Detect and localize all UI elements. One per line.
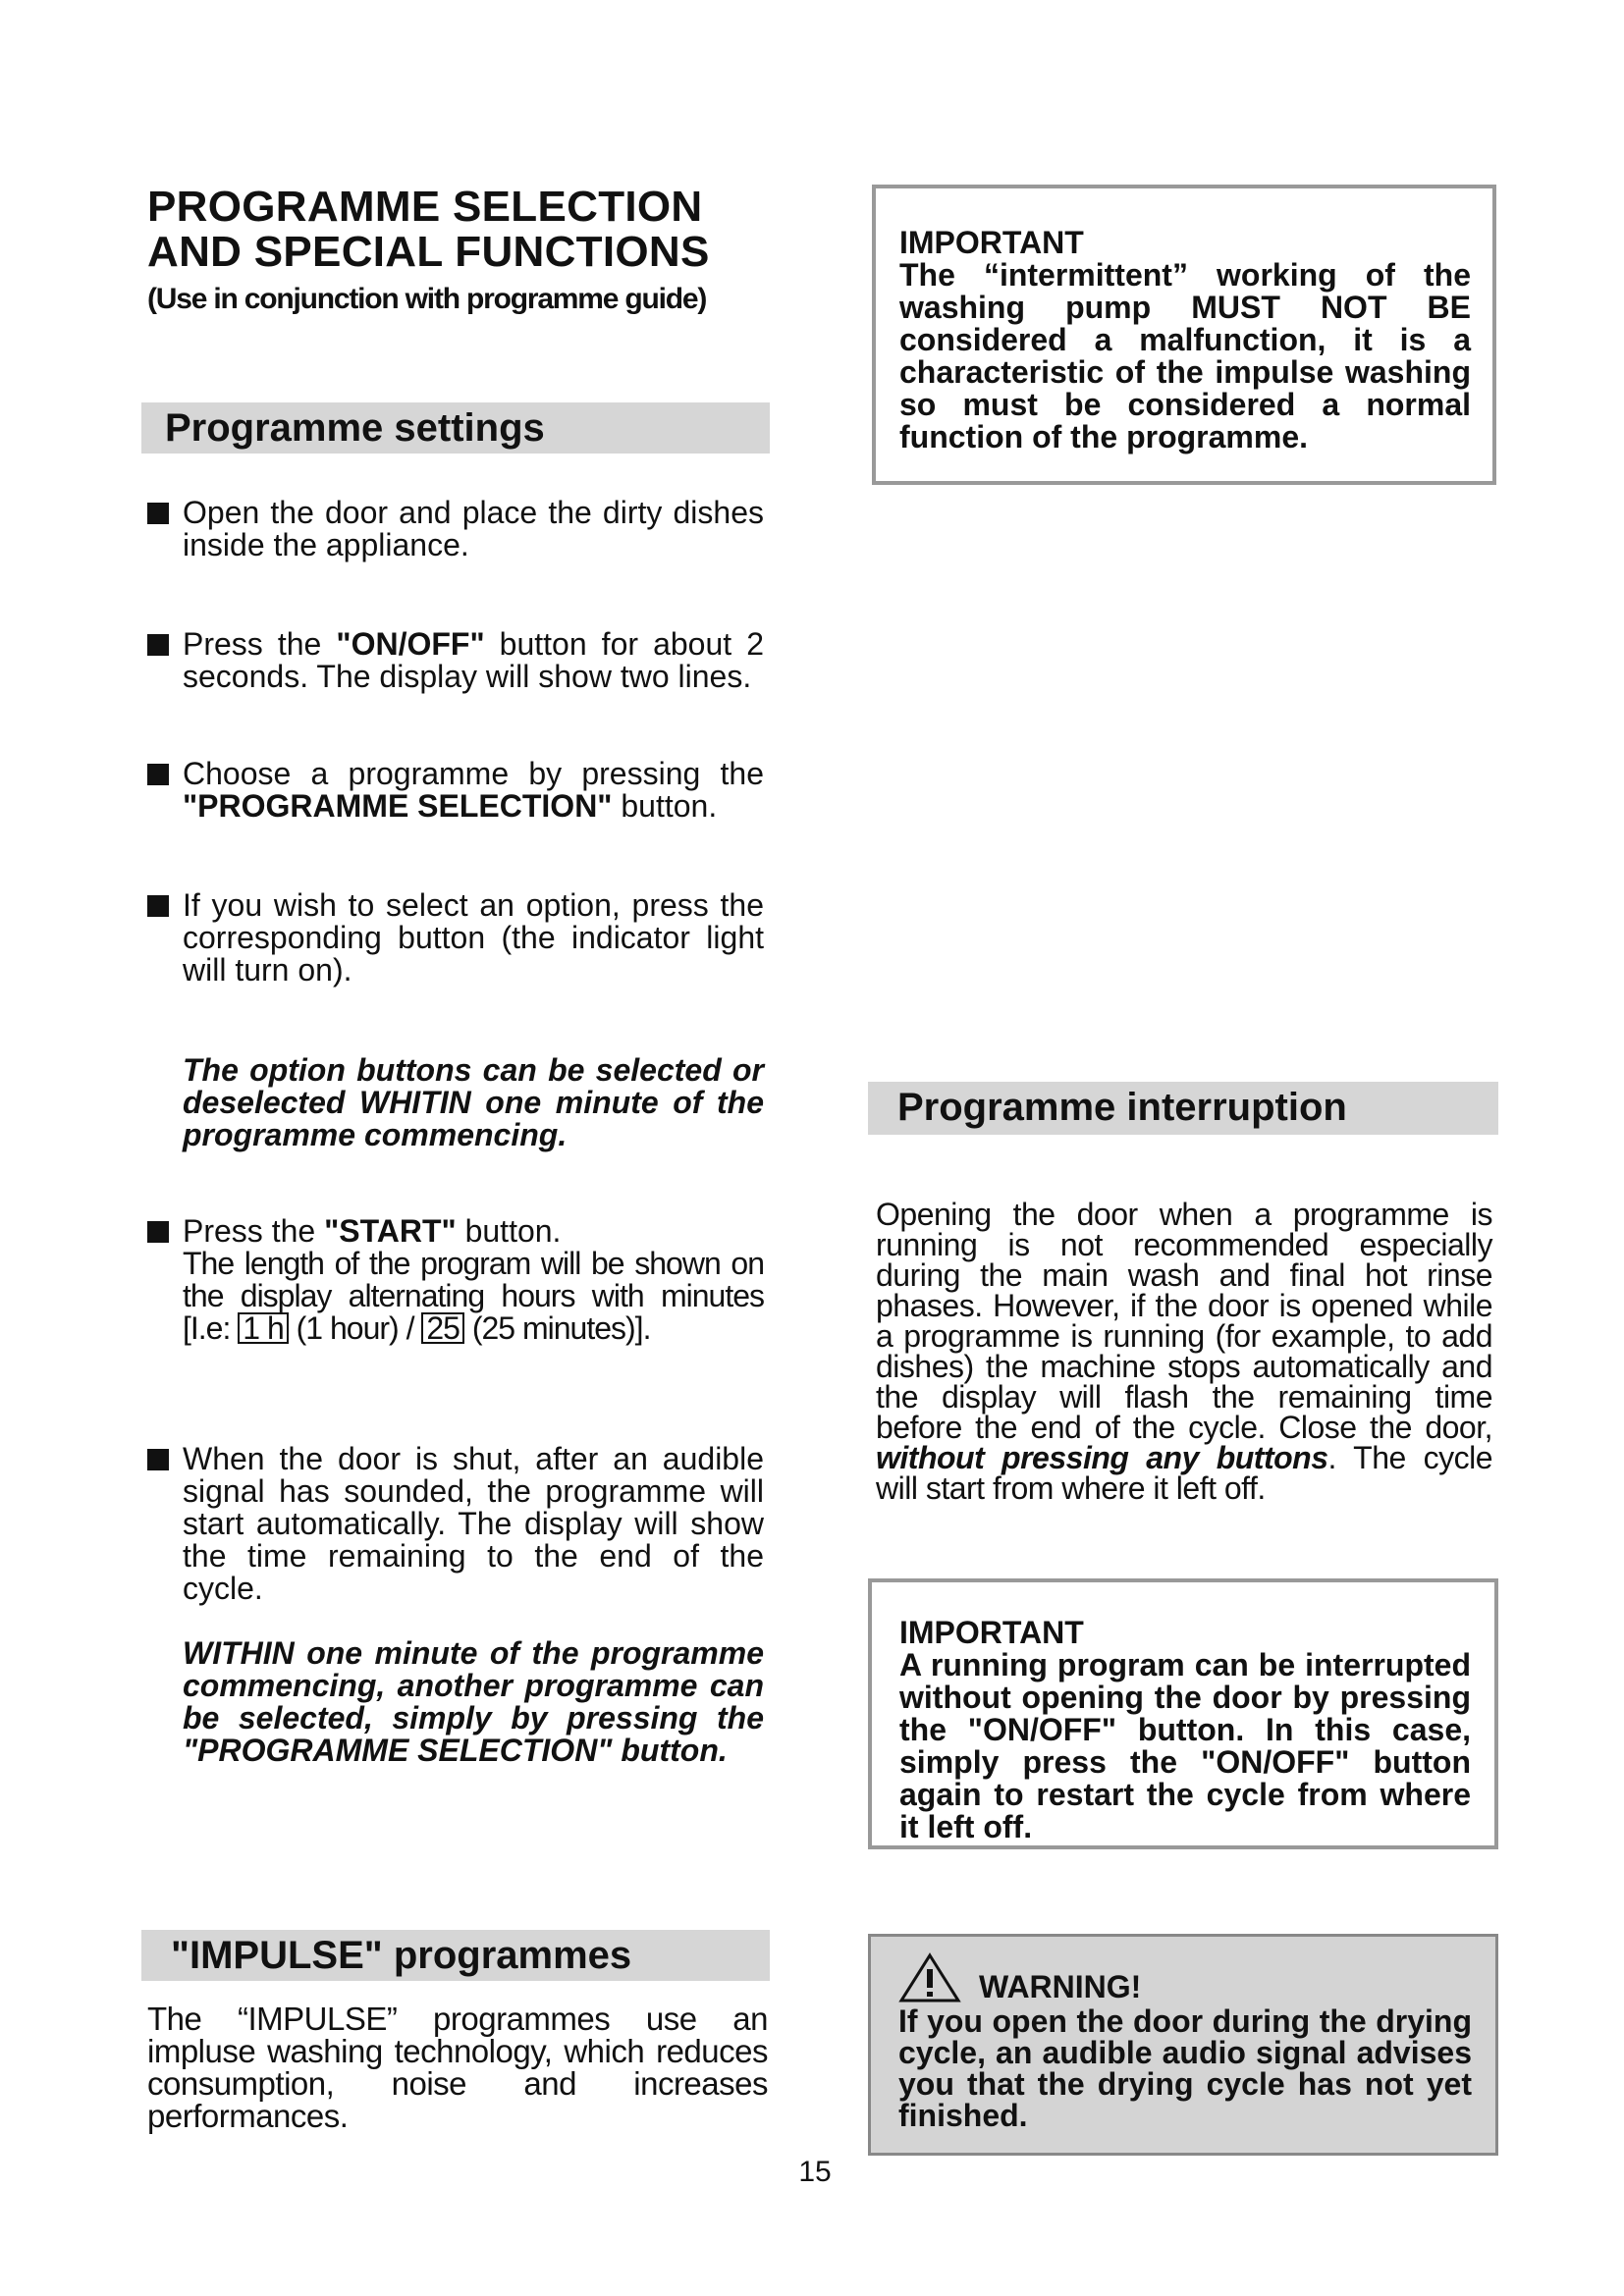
bullet-square-icon <box>147 503 169 524</box>
important-box-2 <box>868 1578 1498 1849</box>
interruption-text-part: . The cycle will start from where it left off. <box>876 1440 1493 1506</box>
step-select-option <box>147 889 764 987</box>
bullet-square-icon <box>147 1449 169 1470</box>
step-text-part: button. <box>612 788 718 824</box>
important-title: IMPORTANT <box>899 225 1084 260</box>
interruption-emphasis: without pressing any buttons <box>876 1440 1328 1475</box>
bullet-square-icon <box>147 895 169 917</box>
note-within-one-minute: WITHIN one minute of the programme commencing, another programme can be selected, simply by pressing the "PROGRAMME SELECTION" button. <box>183 1635 764 1768</box>
step-start <box>147 1215 764 1345</box>
step-on-off <box>147 628 764 693</box>
step-text-part: button. <box>456 1213 562 1249</box>
section-heading-programme-settings: Programme settings <box>141 402 770 454</box>
step-text-part: Choose a programme by pressing the <box>183 756 764 791</box>
note-option-buttons: The option buttons can be selected or deselected WHITIN one minute of the programme commencing. <box>183 1052 764 1152</box>
detail-text: (25 minutes)]. <box>463 1310 651 1346</box>
interruption-text-part: Opening the door when a programme is running is not recommended especially during the main wash and final hot rinse phases. However, if the door is opened while a programme is running (for example, to add dishes) the machine stops automatically and the display will flash the remaining time before the end of the cycle. Close the door, <box>876 1197 1492 1445</box>
important-text: A running program can be interrupted without opening the door by pressing the "ON/OFF" button. In this case, simply press the "ON/OFF" button again to restart the cycle from where it left off. <box>899 1647 1471 1844</box>
warning-header <box>898 1954 1472 2003</box>
page-subtitle: (Use in conjunction with programme guide) <box>147 283 707 315</box>
display-minute-digit: 25 <box>421 1312 464 1344</box>
detail-text: (1 hour) / <box>288 1310 422 1346</box>
page-title <box>147 185 776 275</box>
display-hour-digit: 1 h <box>238 1312 288 1344</box>
section-heading-impulse: "IMPULSE" programmes <box>141 1930 770 1981</box>
bullet-square-icon <box>147 634 169 656</box>
detail-text: The length of the program will be shown on the display alternating hours with minutes [I.e: <box>183 1246 764 1346</box>
step-text-part: button for about 2 seconds. The display will show two lines. <box>183 626 765 694</box>
title-line-1: PROGRAMME SELECTION <box>147 183 703 231</box>
warning-box <box>868 1934 1498 2156</box>
title-line-2: AND SPECIAL FUNCTIONS <box>147 228 710 276</box>
step-text-part: Press the <box>183 626 337 662</box>
step-door-shut <box>147 1443 764 1605</box>
on-off-label: "ON/OFF" <box>336 626 485 662</box>
program-length-text <box>183 1248 764 1345</box>
warning-triangle-icon <box>898 1952 961 2003</box>
page-header <box>147 185 776 316</box>
step-open-door <box>147 497 764 561</box>
step-text: When the door is shut, after an audible signal has sounded, the programme will start automatically. The display will show the time remaining to the end of the cycle. <box>183 1441 764 1606</box>
page-number: 15 <box>798 2156 832 2188</box>
bullet-square-icon <box>147 1221 169 1243</box>
step-choose-programme <box>147 758 764 823</box>
impulse-text: The “IMPULSE” programmes use an impluse washing technology, which reduces consumption, noise and increases performances. <box>147 2001 768 2134</box>
step-text-part: Press the <box>183 1213 325 1249</box>
important-box-1 <box>872 185 1496 485</box>
interruption-text <box>876 1197 1493 1506</box>
step-text <box>183 758 764 823</box>
important-text: The “intermittent” working of the washing pump MUST NOT BE considered a malfunction, it is a characteristic of the impulse washing so must be considered a normal function of the programme. <box>899 257 1471 454</box>
section-heading-interruption: Programme interruption <box>868 1082 1498 1135</box>
warning-text: If you open the door during the drying cycle, an audible audio signal advises you that the drying cycle has not yet finished. <box>898 2003 1472 2133</box>
bullet-square-icon <box>147 764 169 785</box>
important-title: IMPORTANT <box>899 1615 1084 1650</box>
step-text <box>183 1215 764 1248</box>
step-text: Open the door and place the dirty dishes inside the appliance. <box>183 495 764 562</box>
warning-title: WARNING! <box>979 1969 1142 2004</box>
step-text <box>183 628 764 693</box>
start-label: "START" <box>324 1213 457 1249</box>
programme-selection-label: "PROGRAMME SELECTION" <box>183 788 613 824</box>
step-text: If you wish to select an option, press the corresponding button (the indicator light will turn on). <box>183 887 764 988</box>
